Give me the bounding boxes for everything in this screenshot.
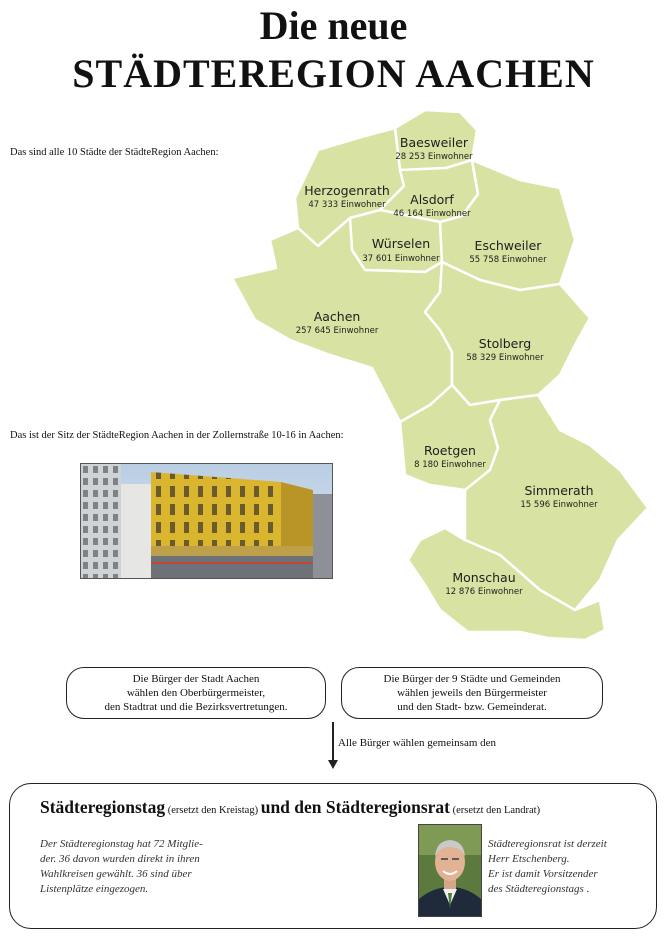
city-population-roetgen: 8 180 Einwohner [414,460,486,470]
council-desc-line1: Der Städteregionstag hat 72 Mitglie- [40,838,203,850]
council-heading [40,797,540,818]
council-chair-line2: Herr Etschenberg. [488,853,570,865]
council-title-part2: und den Städteregionsrat [260,797,451,817]
city-population-wuerselen: 37 601 Einwohner [362,254,440,264]
other-voters-line1: Die Bürger der 9 Städte und Gemeinden [383,673,561,685]
city-population-monschau: 12 876 Einwohner [445,587,523,597]
council-chair-line4: des Städteregionstags . [488,883,590,895]
city-name-simmerath: Simmerath [524,483,594,498]
council-title-part1: Städteregionstag [40,797,166,817]
council-title-note1: (ersetzt den Kreistag) [165,805,261,816]
council-chair-line3: Er ist damit Vorsitzender [488,868,598,880]
city-population-stolberg: 58 329 Einwohner [466,353,544,363]
other-voters-line3: und den Stadt- bzw. Gemeinderat. [397,701,547,713]
council-chair-info [488,837,653,897]
city-population-alsdorf: 46 164 Einwohner [393,209,471,219]
aachen-voters-line3: den Stadtrat und die Bezirksvertretungen. [104,701,288,713]
city-population-eschweiler: 55 758 Einwohner [469,255,547,265]
city-name-alsdorf: Alsdorf [410,192,454,207]
flow-arrow-line [332,722,334,762]
portrait-photo [418,824,482,917]
council-desc-line3: Wahlkreisen gewählt. 36 sind über [40,868,192,880]
aachen-voters-line2: wählen den Oberbürgermeister, [126,687,266,699]
city-name-stolberg: Stolberg [478,336,532,351]
council-title-note2: (ersetzt den Landrat) [450,805,541,816]
city-name-baesweiler: Baesweiler [399,135,469,150]
seat-text: Das ist der Sitz der StädteRegion Aachen in der Zollernstraße 10-16 in Aachen: [10,430,344,441]
page-title-line1: Die neue [259,3,408,48]
city-population-aachen: 257 645 Einwohner [295,326,379,336]
city-name-aachen: Aachen [313,309,361,324]
city-population-simmerath: 15 596 Einwohner [520,500,598,510]
aachen-voters-box [66,667,326,719]
council-chair-line1: Städteregionsrat ist derzeit [488,838,607,850]
city-name-monschau: Monschau [452,570,516,585]
other-cities-voters-box [341,667,603,719]
city-population-baesweiler: 28 253 Einwohner [395,152,473,162]
flow-arrow-down-icon [328,760,338,769]
other-voters-line2: wählen jeweils den Bürgermeister [397,687,547,699]
city-population-herzogenrath: 47 333 Einwohner [308,200,386,210]
council-desc-line4: Listenplätze eingezogen. [40,883,149,895]
city-name-wuerselen: Würselen [371,236,431,251]
intro-text: Das sind alle 10 Städte der StädteRegion Aachen: [10,147,219,158]
page-title-line2: STÄDTEREGION AACHEN [72,51,595,96]
aachen-voters-line1: Die Bürger der Stadt Aachen [132,673,260,685]
city-name-roetgen: Roetgen [424,443,476,458]
council-description [40,837,240,897]
city-name-herzogenrath: Herzogenrath [304,183,390,198]
council-box [9,783,657,929]
council-desc-line2: der. 36 davon wurden direkt in ihren [40,853,200,865]
flow-arrow-label: Alle Bürger wählen gemeinsam den [338,737,497,749]
building-photo [80,463,333,579]
city-name-eschweiler: Eschweiler [474,238,542,253]
